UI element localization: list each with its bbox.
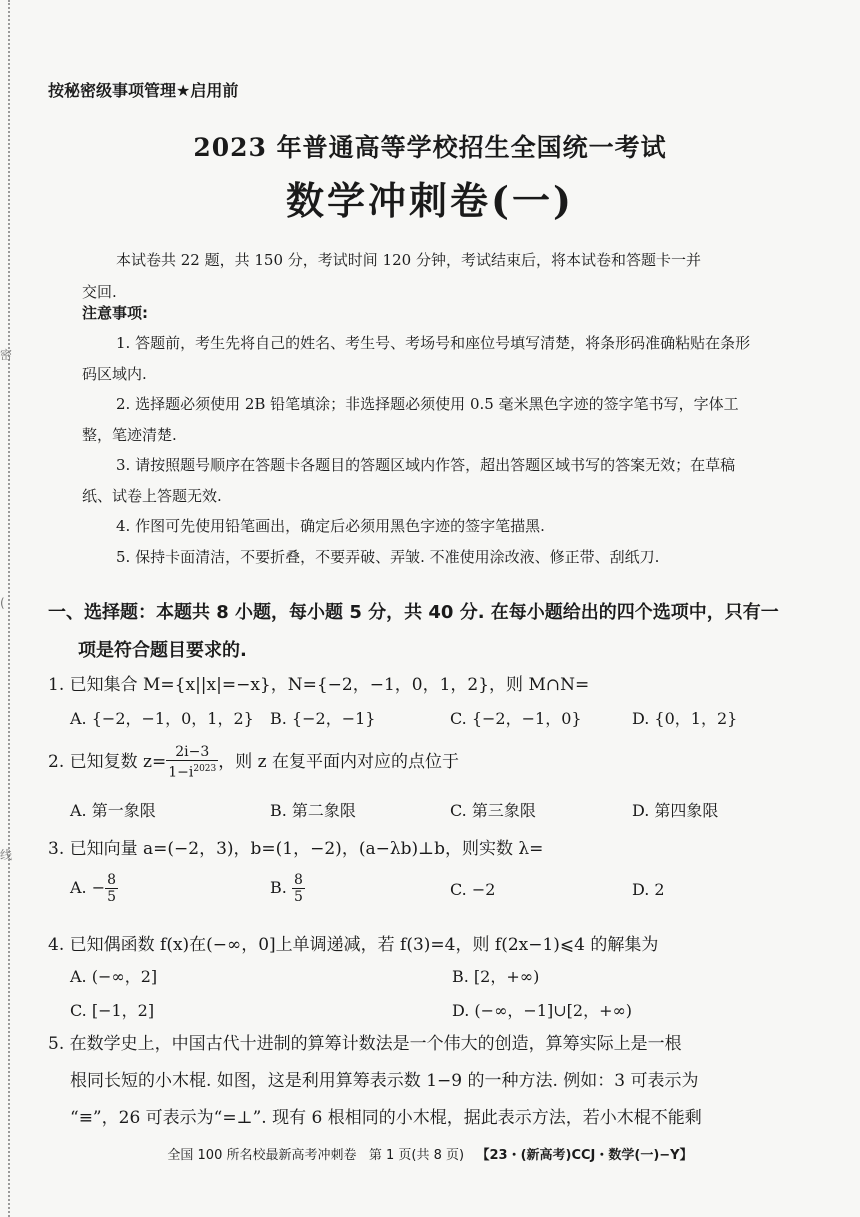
q1-option-a: A. {−2，−1，0，1，2} — [70, 709, 254, 728]
q4-option-b: B. [2，+∞) — [452, 967, 540, 986]
q1-option-c: C. {−2，−1，0} — [450, 709, 582, 728]
q2-stem-prefix: 2. 已知复数 z= — [48, 751, 167, 772]
q4-option-c: C. [−1，2] — [70, 1001, 155, 1020]
q2-option-c: C. 第三象限 — [450, 801, 536, 820]
q5-line-2: 根同长短的小木棍. 如图，这是利用算筹表示数 1−9 的一种方法. 例如：3 可表示为 — [70, 1071, 699, 1091]
question-5-stem — [48, 1026, 790, 1137]
question-4-stem: 4. 已知偶函数 f(x)在(−∞，0]上单调递减，若 f(3)=4，则 f(2x−1)⩽4 的解集为 — [48, 935, 659, 955]
notes-title: 注意事项: — [82, 304, 148, 322]
q2-fraction — [166, 744, 218, 781]
page-footer — [0, 1144, 860, 1163]
q3-option-b — [270, 872, 305, 905]
binding-mark-seal: 密 — [0, 348, 13, 362]
section-heading-line-1: 一、选择题：本题共 8 小题，每小题 5 分，共 40 分. 在每小题给出的四个选项中，只有一 — [48, 602, 779, 623]
binding-mark-paren: ( — [0, 596, 5, 610]
question-3-stem: 3. 已知向量 a=(−2，3)，b=(1，−2)，(a−λb)⊥b，则实数 λ= — [48, 839, 544, 859]
q2-option-b: B. 第二象限 — [270, 801, 356, 820]
q3-option-a-prefix: A. − — [70, 878, 106, 897]
q3-b-numerator: 8 — [293, 872, 303, 888]
q5-line-3: “≡”，26 可表示为“=⊥”. 现有 6 根相同的小木棍，据此表示方法，若小木棍不能剩 — [70, 1108, 702, 1128]
footer-source: 全国 100 所名校最新高考冲刺卷 — [167, 1148, 357, 1163]
note-item: 1. 答题前，考生先将自己的姓名、考生号、考场号和座位号填写清楚，将条形码准确粘贴在条形码区域内. — [82, 334, 751, 383]
q3-option-a-fraction — [105, 872, 118, 905]
q3-option-a — [70, 872, 118, 905]
q2-numerator: 2i−3 — [166, 744, 218, 761]
q2-den-base: 1−i — [168, 764, 194, 781]
intro-line-1: 本试卷共 22 题，共 150 分，考试时间 120 分钟，考试结束后，将本试卷和答题卡一并 — [116, 251, 701, 269]
q2-option-a: A. 第一象限 — [70, 801, 156, 820]
section-heading — [48, 594, 788, 670]
q3-option-b-prefix: B. — [270, 878, 292, 897]
q2-option-d: D. 第四象限 — [632, 801, 719, 820]
footer-page-number: 第 1 页(共 8 页) — [368, 1148, 465, 1163]
q4-option-a: A. (−∞，2] — [70, 967, 158, 986]
q3-option-b-fraction — [292, 872, 305, 905]
q5-line-1: 5. 在数学史上，中国古代十进制的算筹计数法是一个伟大的创造，算筹实际上是一根 — [48, 1034, 682, 1054]
question-1-stem: 1. 已知集合 M={x||x|=−x}，N={−2，−1，0，1，2}，则 M∩N= — [48, 675, 590, 695]
q3-option-d: D. 2 — [632, 880, 665, 899]
question-2-stem — [48, 744, 788, 781]
q4-option-d: D. (−∞，−1]∪[2，+∞) — [452, 1001, 633, 1020]
note-item: 2. 选择题必须使用 2B 铅笔填涂；非选择题必须使用 0.5 毫米黑色字迹的签字笔书写，字体工整，笔迹清楚. — [82, 395, 739, 444]
binding-mark-line: 线 — [0, 848, 13, 862]
intro-paragraph — [82, 244, 762, 308]
q3-option-c: C. −2 — [450, 880, 496, 899]
q1-option-b: B. {−2，−1} — [270, 709, 376, 728]
q3-a-numerator: 8 — [107, 872, 117, 888]
note-item: 5. 保持卡面清洁，不要折叠，不要弄破、弄皱. 不准使用涂改液、修正带、刮纸刀. — [116, 547, 660, 566]
intro-line-2: 交回. — [82, 283, 117, 301]
exam-title: 2023 年普通高等学校招生全国统一考试 — [193, 133, 667, 162]
q1-option-d: D. {0，1，2} — [632, 709, 738, 728]
section-heading-line-2: 项是符合题目要求的. — [78, 640, 247, 661]
q2-stem-suffix: ，则 z 在复平面内对应的点位于 — [218, 751, 460, 772]
notes-list — [82, 328, 762, 572]
secrecy-label: 按秘密级事项管理★启用前 — [48, 81, 239, 100]
exam-subtitle: 数学冲刺卷(一) — [286, 178, 574, 223]
note-item: 3. 请按照题号顺序在答题卡各题目的答题区域内作答，超出答题区域书写的答案无效；在草稿纸、试卷上答题无效. — [82, 456, 736, 505]
q3-a-denominator: 5 — [107, 889, 117, 905]
note-item: 4. 作图可先使用铅笔画出，确定后必须用黑色字迹的签字笔描黑. — [116, 517, 545, 535]
q2-denominator — [166, 761, 218, 781]
q2-den-exponent: 2023 — [193, 764, 217, 774]
q3-b-denominator: 5 — [293, 889, 303, 905]
footer-exam-code: 【23・(新高考)CCJ・数学(一)−Y】 — [476, 1148, 693, 1163]
